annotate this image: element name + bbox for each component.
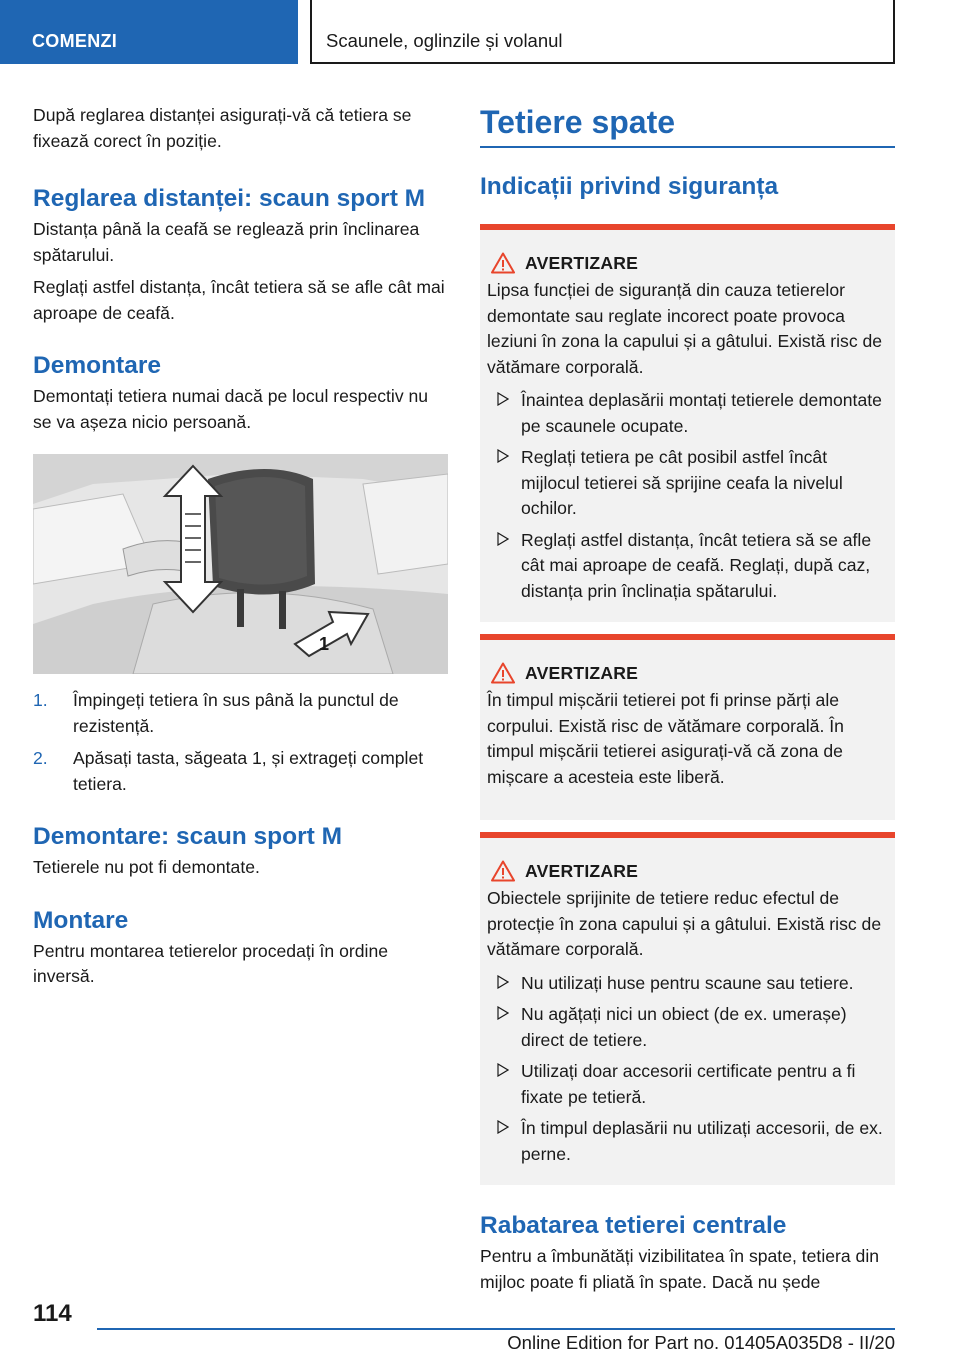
warning-triangle-icon [491,252,515,274]
warning-header [487,858,887,886]
warning-label: AVERTIZARE [525,663,639,683]
distance-text-2: Reglați astfel distanța, încât tetiera să se afle cât mai aproape de ceafă. [33,277,445,323]
warning-triangle-icon [491,860,515,882]
warning-bullet-text: Nu agățați nici un obiect (de ex. umerașe) direct de tetiere. [521,1004,847,1050]
bullet-triangle-icon [497,975,509,989]
warning-label: AVERTIZARE [525,253,639,273]
headrest-figure [33,454,448,674]
bullet-triangle-icon [497,392,509,406]
mounting-text: Pentru montarea tetierelor procedați în ordine inversă. [33,940,389,986]
right-column [480,100,895,1295]
headrest-illustration [33,454,448,674]
warning-bullet-text: Înaintea deplasării montați tetierele demontate pe scaunele ocupate. [521,390,882,436]
step-number: 1. [33,690,48,710]
warning-bullets [487,388,887,604]
chapter-title: Scaunele, oglinzile și volanul [326,30,563,51]
section-title-removal: Demontare [33,352,161,379]
bullet-triangle-icon [497,449,509,463]
warning-bullet-text: În timpul deplasării nu utilizați accesorii, de ex. perne. [521,1118,883,1164]
warning-triangle-icon [491,662,515,684]
removal-steps [33,688,448,797]
intro-text: După reglarea distanței asigurați-vă că tetiera se fixează corect în poziție. [33,105,412,151]
safety-subtitle: Indicații privind siguranța [480,173,779,200]
footer-rule [97,1328,895,1330]
section-tab[interactable] [0,0,298,64]
warning-header [487,660,887,688]
warning-bullet-text: Reglați astfel distanța, încât tetiera să se afle cât mai aproape de ceafă. Reglați, după caz, distanța prin înclinația spătarului. [521,529,872,601]
step-item [33,688,448,739]
bullet-triangle-icon [497,532,509,546]
bullet-triangle-icon [497,1120,509,1134]
distance-text-1: Distanța până la ceafă se reglează prin înclinarea spătarului. [33,219,420,265]
warning-bullet [487,1059,887,1110]
title-rule [480,146,895,148]
warning-bullets [487,971,887,1168]
chapter-tab[interactable] [310,0,895,64]
warning-bullet [487,388,887,439]
warning-box [480,634,895,820]
section-title-mounting: Montare [33,906,129,934]
warning-bullet [487,1002,887,1053]
bullet-triangle-icon [497,1063,509,1077]
warning-text: Lipsa funcției de siguranță din cauza tetierelor demontate sau reglate incorect poate provoca leziuni în zona la capului și a gâtului. Există risc de vătămare corporală. [487,280,883,377]
warning-bullet-text: Utilizați doar accesorii certificate pentru a fi fixate pe tetieră. [521,1061,856,1107]
step-text: Împingeți tetiera în sus până la punctul de rezistență. [73,690,399,736]
warning-header [487,250,887,278]
warning-bullet [487,528,887,605]
warning-bullet [487,971,887,997]
step-text: Apăsați tasta, săgeata 1, și extrageți complet tetiera. [73,748,424,794]
warning-label: AVERTIZARE [525,861,639,881]
removal-sport-text: Tetierele nu pot fi demontate. [33,857,260,877]
warning-text: Obiectele sprijinite de tetiere reduc efectul de protecție în zona capului și a gâtului. Există risc de vătămare corporală. [487,888,882,959]
section-title: COMENZI [32,31,118,51]
left-column [33,103,448,990]
warning-box [480,832,895,1185]
warning-box [480,224,895,622]
warning-bullet-text: Nu utilizați huse pentru scaune sau tetiere. [521,972,854,993]
step-number: 2. [33,748,48,768]
step-item [33,746,448,797]
fold-center-text: Pentru a îmbunătăți vizibilitatea în spate, tetiera din mijloc poate fi pliată în spate. Dacă nu șede [480,1246,880,1292]
warning-bullet [487,445,887,522]
section-title-distance-sport: Reglarea distanței: scaun sport M [33,185,426,212]
figure-callout-1: 1 [319,634,330,654]
section-title-fold-center: Rabatarea tetierei centrale [480,1212,787,1239]
removal-text: Demontați tetiera numai dacă pe locul respectiv nu se va așeza nicio persoană. [33,386,429,432]
warning-bullet [487,1116,887,1167]
section-title-removal-sport: Demontare: scaun sport M [33,823,343,850]
edition-text: Online Edition for Part no. 01405A035D8 - II/20 [507,1332,895,1353]
bullet-triangle-icon [497,1006,509,1020]
page-title: Tetiere spate [480,104,676,140]
page-number: 114 [33,1300,72,1327]
warning-text: În timpul mișcării tetierei pot fi prinse părți ale corpului. Există risc de vătămare corporală. În timpul mișcării tetierei asigurați-vă că zona de mișcare a acesteia este liberă. [487,690,844,787]
warning-bullet-text: Reglați tetiera pe cât posibil astfel încât mijlocul tetierei să sprijine ceafa la nivelul ochilor. [521,447,843,518]
